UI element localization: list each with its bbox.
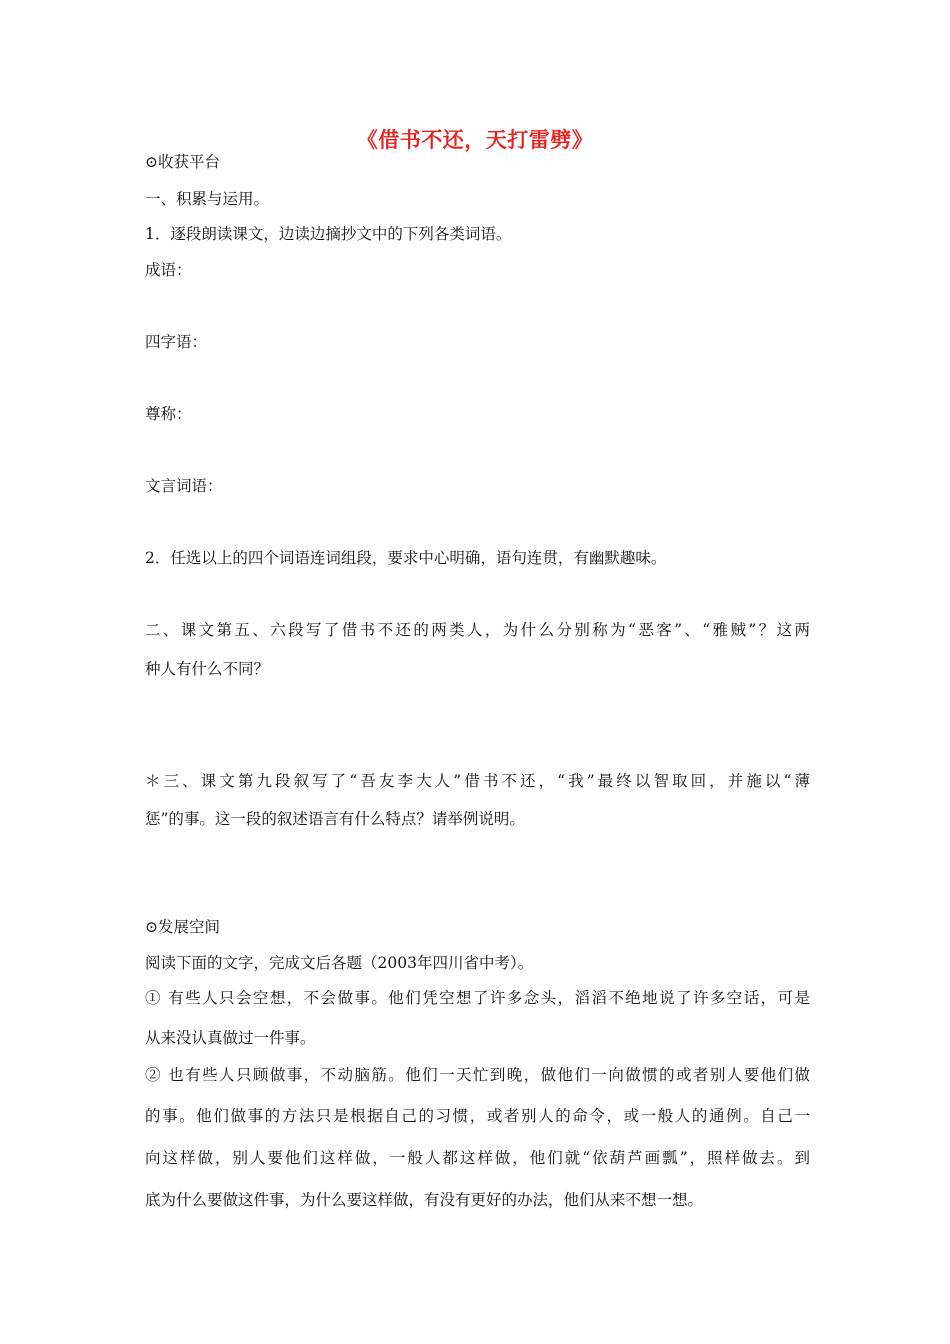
paragraph-2-line-2: 的事。他们做事的方法只是根据自己的习惯，或者别人的命令，或一般人的通例。自己一 bbox=[145, 1107, 810, 1125]
section-3-line-2: 惩”的事。这一段的叙述语言有什么特点？请举例说明。 bbox=[145, 810, 525, 828]
develop-heading: ⊙发展空间 bbox=[145, 918, 220, 936]
label-four-char: 四字语： bbox=[145, 333, 208, 351]
section-3-line-1: ＊三、课文第九段叙写了“吾友李大人”借书不还，“我”最终以智取回，并施以“薄 bbox=[145, 772, 810, 790]
section-2-line-2: 种人有什么不同？ bbox=[145, 660, 270, 678]
section-2-line-1: 二、课文第五、六段写了借书不还的两类人，为什么分别称为“恶客”、“雅贼”？这两 bbox=[145, 621, 810, 639]
label-classical: 文言词语： bbox=[145, 477, 223, 495]
harvest-heading: ⊙收获平台 bbox=[145, 153, 220, 171]
paragraph-1-line-1: ① 有些人只会空想，不会做事。他们凭空想了许多念头，滔滔不绝地说了许多空话，可是 bbox=[145, 989, 810, 1007]
label-idioms: 成语： bbox=[145, 261, 192, 279]
paragraph-2-line-1: ② 也有些人只顾做事，不动脑筋。他们一天忙到晚，做他们一向做惯的或者别人要他们做 bbox=[145, 1066, 810, 1084]
paragraph-2-line-3: 向这样做，别人要他们这样做，一般人都这样做，他们就“依葫芦画瓢”，照样做去。到 bbox=[145, 1149, 810, 1167]
page-title: 《借书不还，天打雷劈》 bbox=[356, 127, 594, 152]
section-1-heading: 一、积累与运用。 bbox=[145, 190, 270, 208]
question-1: 1．逐段朗读课文，边读边摘抄文中的下列各类词语。 bbox=[145, 225, 512, 243]
paragraph-1-line-2: 从来没认真做过一件事。 bbox=[145, 1029, 316, 1047]
reading-intro: 阅读下面的文字，完成文后各题（2003年四川省中考）。 bbox=[145, 954, 534, 972]
label-honorifics: 尊称： bbox=[145, 405, 192, 423]
paragraph-2-line-4: 底为什么要做这件事，为什么要这样做，有没有更好的办法，他们从来不想一想。 bbox=[145, 1191, 704, 1209]
question-2: 2．任选以上的四个词语连词组段，要求中心明确，语句连贯，有幽默趣味。 bbox=[145, 549, 667, 567]
